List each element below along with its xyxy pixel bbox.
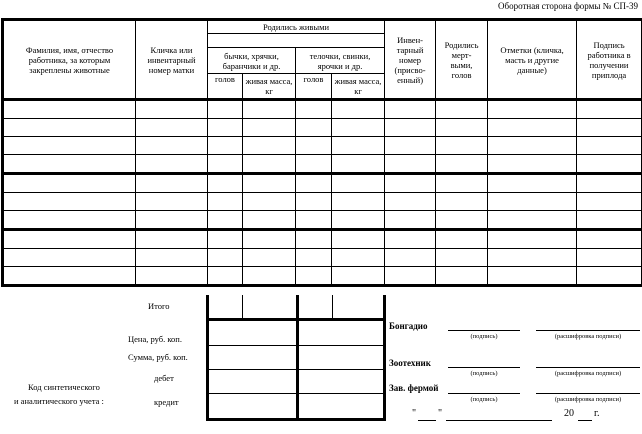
account-code-label: Код синтетического xyxy=(28,382,100,392)
col-males: бычки, хрячки, баранчики и др. xyxy=(208,48,296,74)
livestock-table xyxy=(1,18,642,287)
zootech-decode-caption: (расшифровка подписи) xyxy=(554,370,622,377)
table-row[interactable] xyxy=(3,155,136,174)
col-remarks: Отметки (кличка, масть и другие данные) xyxy=(488,20,577,100)
col-inventory-number: Инвен-тарный номер (присво-енный) xyxy=(385,20,436,100)
debit-label: дебет xyxy=(154,373,174,383)
table-row[interactable] xyxy=(3,211,136,230)
table-row[interactable] xyxy=(3,230,136,249)
farm-head-label: Зав. фермой xyxy=(389,383,439,393)
credit-label: кредит xyxy=(154,397,179,407)
table-row[interactable] xyxy=(3,193,136,211)
date-year: 20 xyxy=(564,408,574,419)
brigadier-label: Бонгадио xyxy=(389,321,428,331)
table-row[interactable] xyxy=(3,100,136,119)
price-label: Цена, руб. коп. xyxy=(128,334,182,344)
col-signature: Подпись работника в получении приплода xyxy=(577,20,642,100)
col-females-weight: живая масса, кг xyxy=(332,74,385,100)
farm-head-decode-caption: (расшифровка подписи) xyxy=(554,396,622,403)
col-nickname: Кличка или инвентарный номер матки xyxy=(136,20,208,100)
farm-head-sign-caption: (подпись) xyxy=(470,396,498,403)
table-row[interactable] xyxy=(3,267,136,286)
brigadier-sign-caption: (подпись) xyxy=(470,333,498,340)
date-year-suffix: г. xyxy=(594,408,600,419)
col-worker-name: Фамилия, имя, отчество работника, за которым закреплены животные xyxy=(3,20,136,100)
total-label: Итого xyxy=(148,301,170,311)
zootech-sign-caption: (подпись) xyxy=(470,370,498,377)
col-females-heads: голов xyxy=(296,74,332,100)
table-row[interactable] xyxy=(3,137,136,155)
date-quote-open: " xyxy=(412,408,417,419)
col-born-alive: Родились живыми xyxy=(208,20,385,34)
form-title: Оборотная сторона формы № СП-39 xyxy=(498,1,638,11)
brigadier-decode-caption: (расшифровка подписи) xyxy=(554,333,622,340)
date-quote-close: " xyxy=(438,408,443,419)
table-row[interactable] xyxy=(3,119,136,137)
table-row[interactable] xyxy=(3,249,136,267)
zootech-label: Зоотехник xyxy=(389,358,431,368)
totals-grid[interactable] xyxy=(206,295,386,421)
col-males-weight: живая масса, кг xyxy=(243,74,296,100)
col-females: телочки, свинки, ярочки и др. xyxy=(296,48,385,74)
col-born-dead: Родились мерт-выми, голов xyxy=(436,20,488,100)
account-code-label-2: и аналитического учета : xyxy=(14,396,104,406)
table-row[interactable] xyxy=(3,174,136,193)
sum-label: Сумма, руб. коп. xyxy=(128,352,188,362)
col-males-heads: голов xyxy=(208,74,243,100)
